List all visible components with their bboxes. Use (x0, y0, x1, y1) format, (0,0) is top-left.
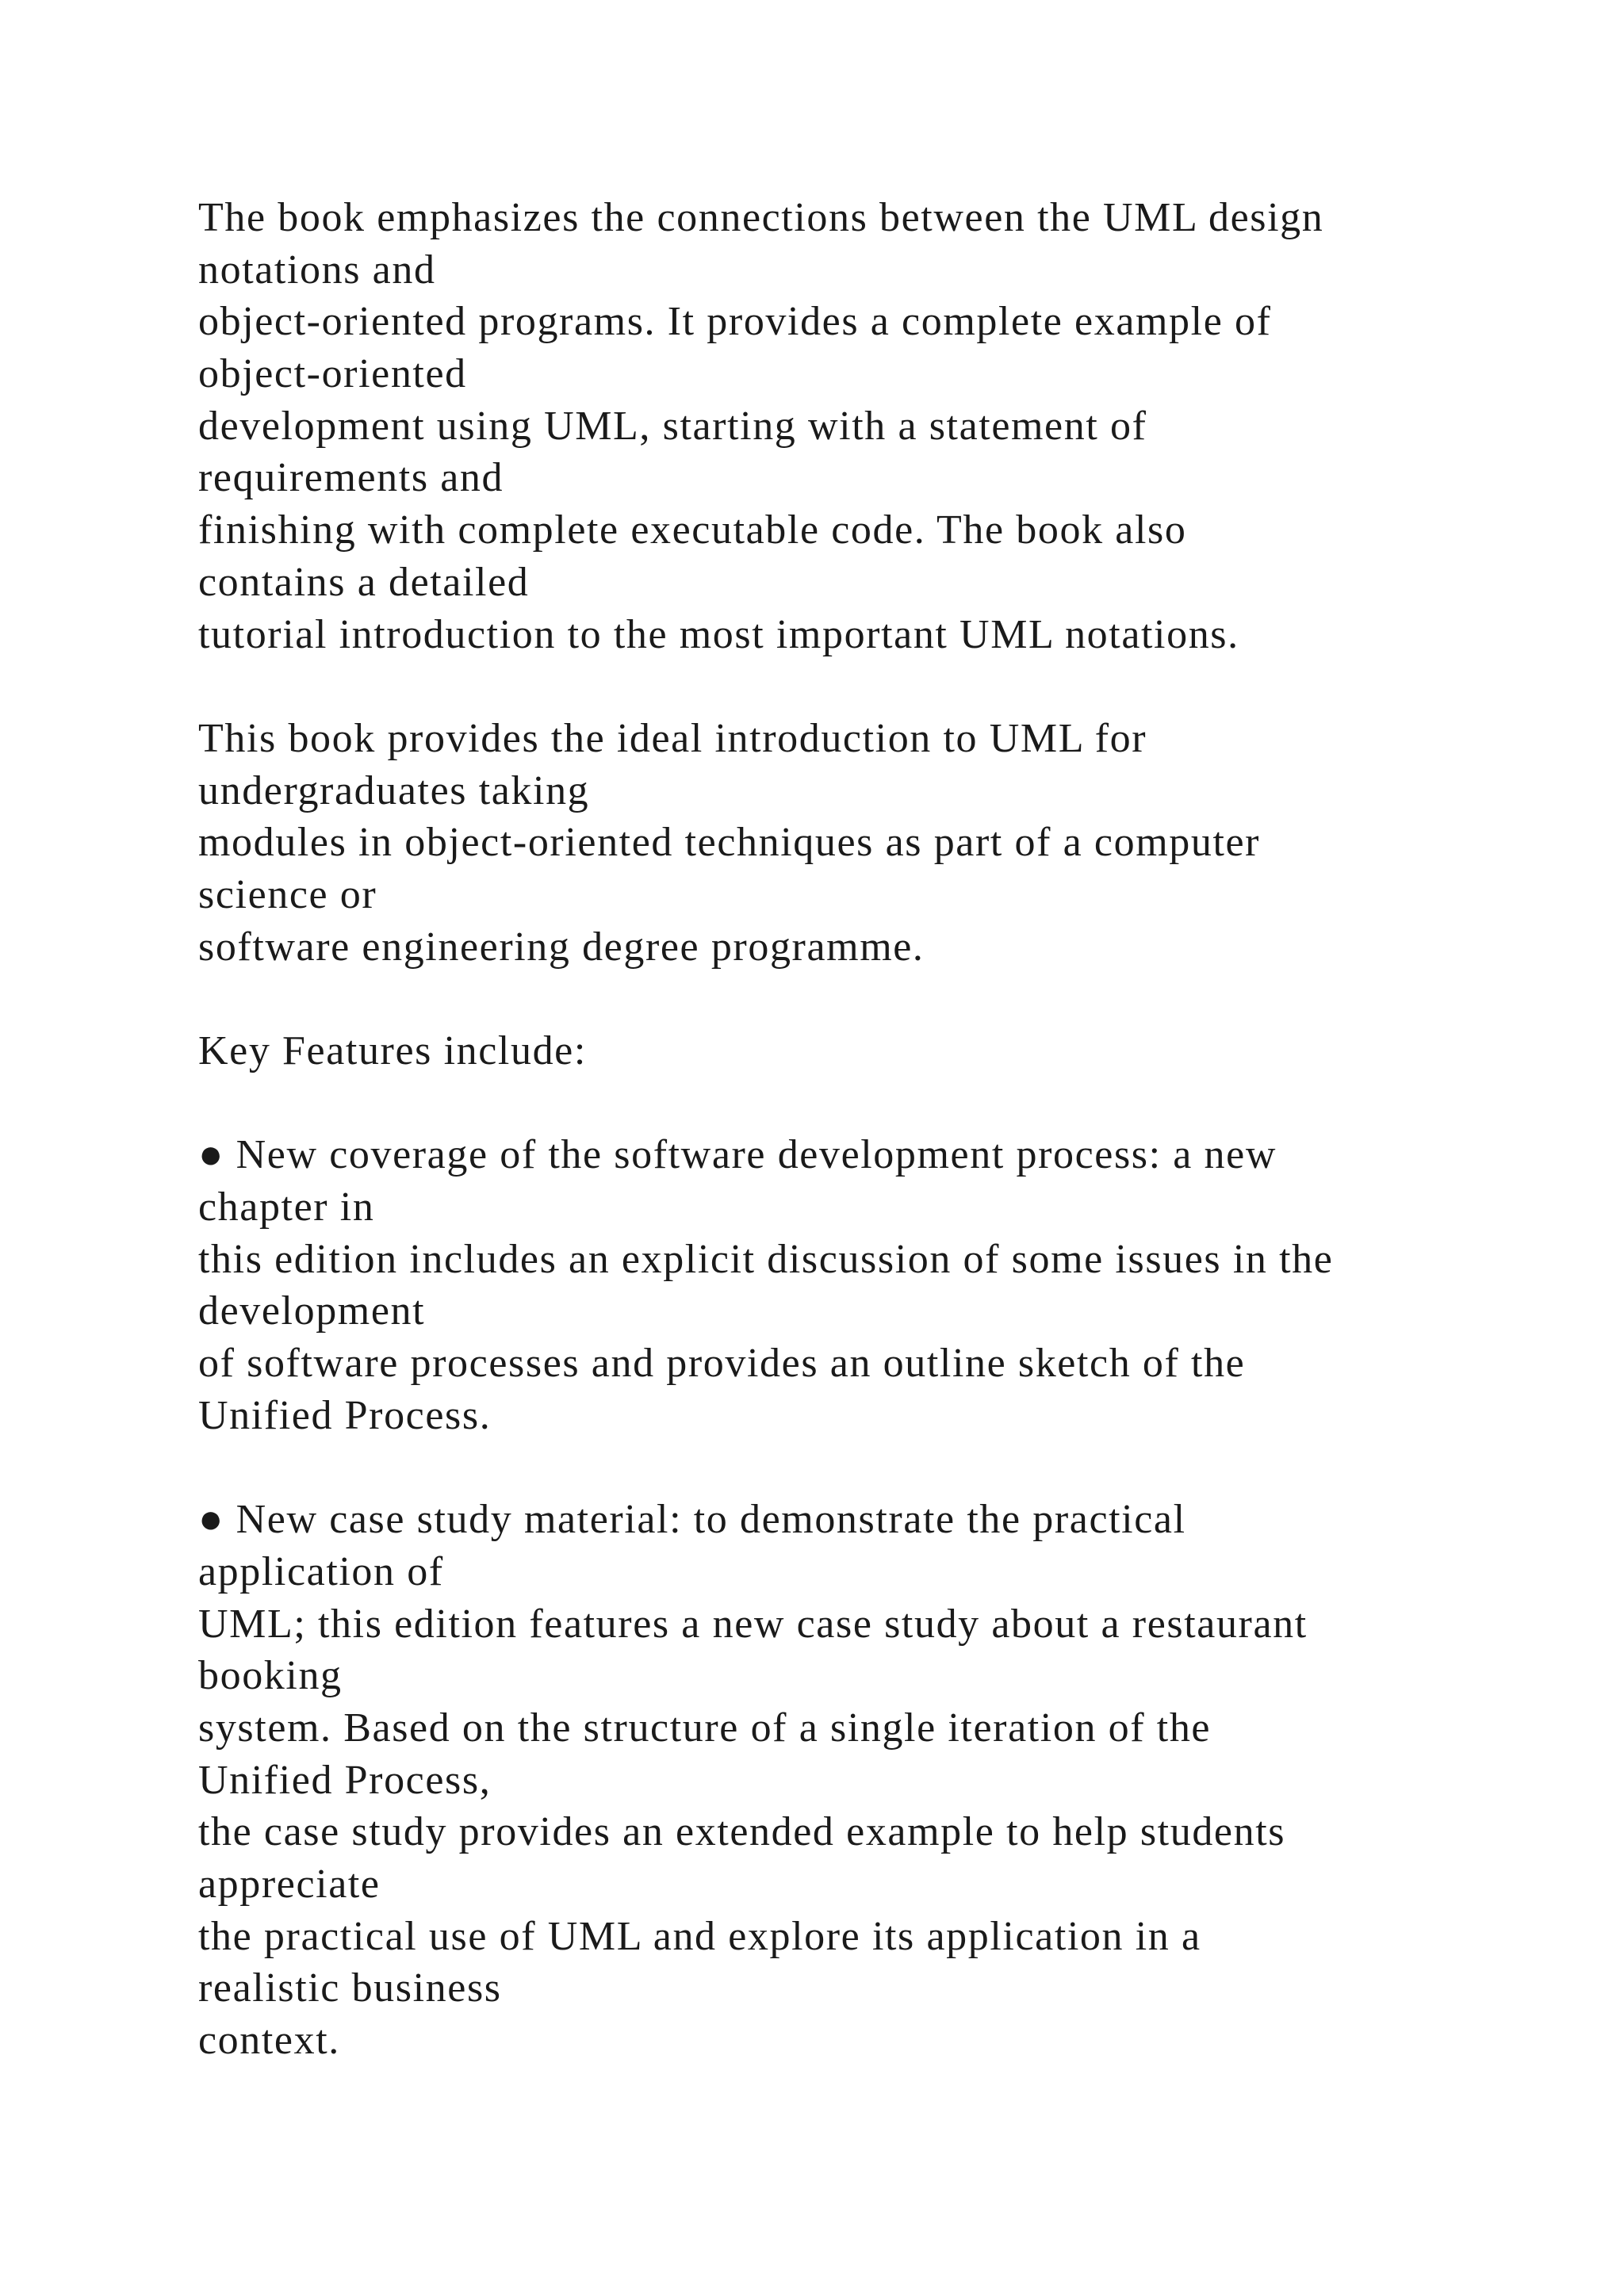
text-line: ● New case study material: to demonstrate the practical (198, 1497, 1186, 1543)
text-line: object-oriented programs. It provides a complete example of (198, 299, 1272, 345)
text-line: appreciate (198, 1862, 381, 1907)
text-line: The book emphasizes the connections between the UML design (198, 195, 1324, 240)
text-line: tutorial introduction to the most important UML notations. (198, 611, 1239, 657)
text-line: undergraduates taking (198, 767, 590, 813)
document-body (198, 192, 1546, 2067)
text-line: realistic business (198, 1965, 502, 2011)
text-line: Key Features include: (198, 1028, 587, 1073)
text-line: contains a detailed (198, 559, 530, 605)
paragraph-spacer (198, 1077, 1546, 1130)
text-line: application of (198, 1548, 444, 1594)
bullet-item-case-study (198, 1494, 1546, 2067)
text-line: of software processes and provides an outline sketch of the (198, 1341, 1246, 1387)
text-line: finishing with complete executable code. The book also (198, 507, 1187, 553)
text-line: system. Based on the structure of a single iteration of the (198, 1705, 1212, 1751)
text-line: development (198, 1288, 426, 1334)
text-line: development using UML, starting with a statement of (198, 403, 1147, 449)
text-line: modules in object-oriented techniques as part of a computer (198, 820, 1261, 866)
text-line: UML; this edition features a new case study about a restaurant (198, 1601, 1308, 1647)
bullet-item-process (198, 1129, 1546, 1441)
text-line: ● New coverage of the software development process: a new (198, 1132, 1277, 1178)
text-line: the practical use of UML and explore its application in a (198, 1913, 1201, 1959)
paragraph-intro (198, 192, 1546, 660)
text-line: this edition includes an explicit discussion of some issues in the (198, 1236, 1334, 1282)
paragraph-spacer (198, 973, 1546, 1025)
text-line: Unified Process. (198, 1392, 492, 1438)
text-line: context. (198, 2018, 340, 2064)
key-features-heading (198, 1025, 1546, 1077)
paragraph-audience (198, 713, 1546, 973)
text-line: booking (198, 1653, 343, 1699)
text-line: object-oriented (198, 351, 467, 397)
paragraph-spacer (198, 660, 1546, 713)
text-line: chapter in (198, 1184, 375, 1230)
text-line: software engineering degree programme. (198, 924, 925, 970)
text-line: requirements and (198, 455, 504, 501)
paragraph-spacer (198, 1442, 1546, 1494)
text-line: Unified Process, (198, 1757, 492, 1803)
text-line: the case study provides an extended example to help students (198, 1809, 1286, 1855)
text-line: science or (198, 871, 377, 917)
text-line: notations and (198, 247, 436, 293)
text-line: This book provides the ideal introduction to UML for (198, 715, 1147, 761)
